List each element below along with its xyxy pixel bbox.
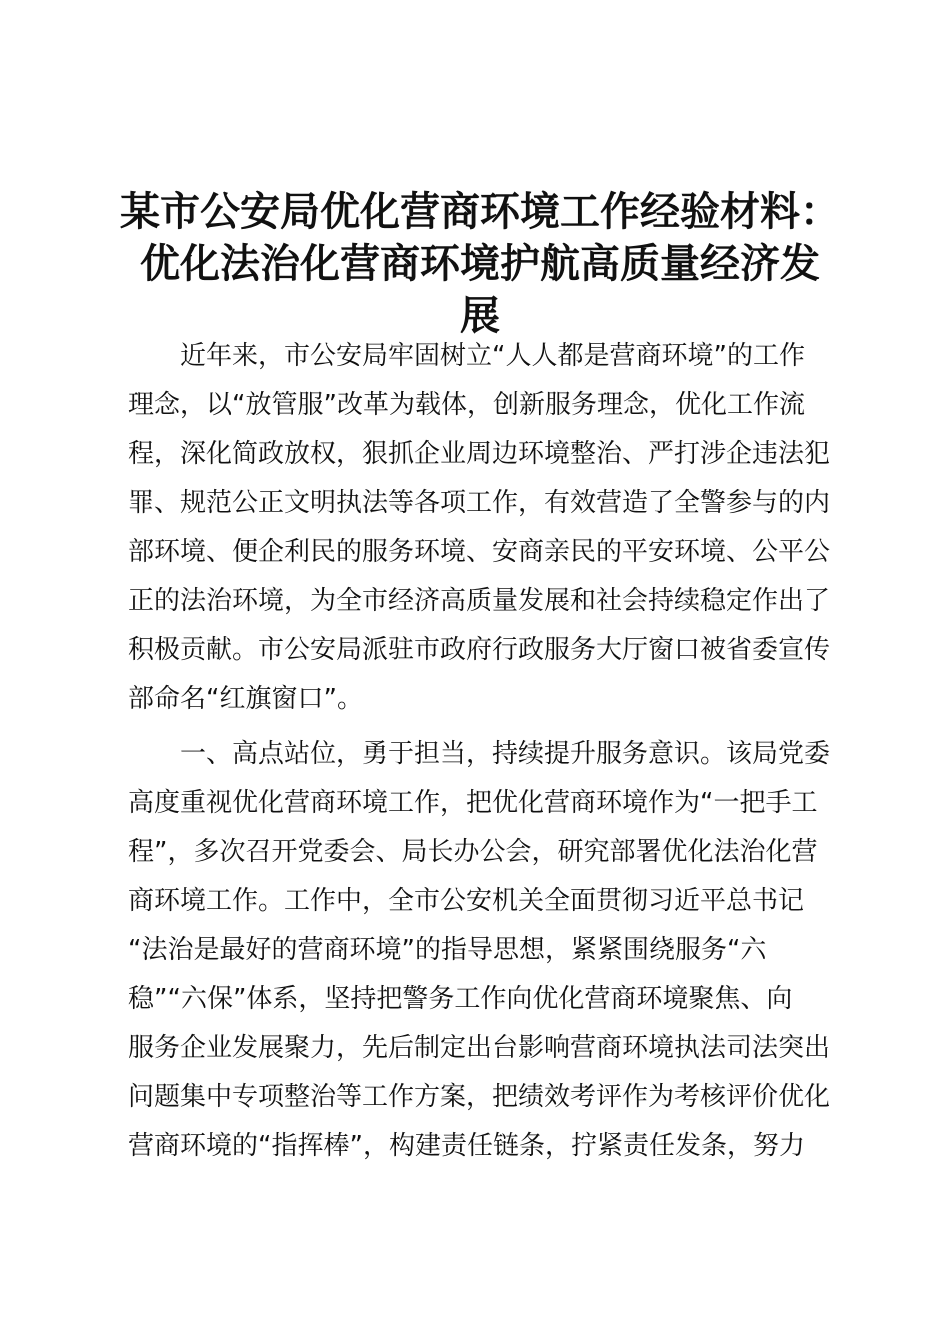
text-line: 服务企业发展聚力，先后制定出台影响营商环境执法司法突出 xyxy=(128,1033,831,1063)
text-line: 程”，多次召开党委会、局长办公会，研究部署优化法治化营 xyxy=(128,837,818,867)
title-line: 展 xyxy=(460,292,500,339)
text-line: 理念，以“放管服”改革为载体，创新服务理念，优化工作流 xyxy=(128,390,805,420)
text-line: 高度重视优化营商环境工作，把优化营商环境作为“一把手工 xyxy=(128,788,818,818)
text-line: 问题集中专项整治等工作方案，把绩效考评作为考核评价优化 xyxy=(128,1082,831,1112)
text-line: “法治是最好的营商环境”的指导思想，紧紧围绕服务“六 xyxy=(128,935,767,965)
text-line: 稳”“六保”体系，坚持把警务工作向优化营商环境聚焦、向 xyxy=(128,984,793,1014)
text-line: 营商环境的“指挥棒”，构建责任链条，拧紧责任发条，努力 xyxy=(128,1131,805,1161)
text-line: 商环境工作。工作中，全市公安机关全面贯彻习近平总书记 xyxy=(128,886,805,916)
title-line: 某市公安局优化营商环境工作经验材料： xyxy=(120,188,840,235)
text-line: 程，深化简政放权，狠抓企业周边环境整治、严打涉企违法犯 xyxy=(128,439,831,469)
text-line: 一、高点站位，勇于担当，持续提升服务意识。该局党委 xyxy=(180,739,831,769)
paragraph-intro xyxy=(128,332,840,724)
text-line: 部命名“红旗窗口”。 xyxy=(128,684,363,714)
text-line: 部环境、便企利民的服务环境、安商亲民的平安环境、公平公 xyxy=(128,537,831,567)
text-line: 近年来，市公安局牢固树立“人人都是营商环境”的工作 xyxy=(180,341,805,371)
text-line: 积极贡献。市公安局派驻市政府行政服务大厅窗口被省委宣传 xyxy=(128,635,831,665)
paragraph-section-one xyxy=(128,730,840,1171)
text-line: 正的法治环境，为全市经济高质量发展和社会持续稳定作出了 xyxy=(128,586,831,616)
title-line: 优化法治化营商环境护航高质量经济发 xyxy=(140,240,820,287)
document-title xyxy=(110,186,850,342)
text-line: 罪、规范公正文明执法等各项工作，有效营造了全警参与的内 xyxy=(128,488,831,518)
document-body xyxy=(128,332,840,1171)
